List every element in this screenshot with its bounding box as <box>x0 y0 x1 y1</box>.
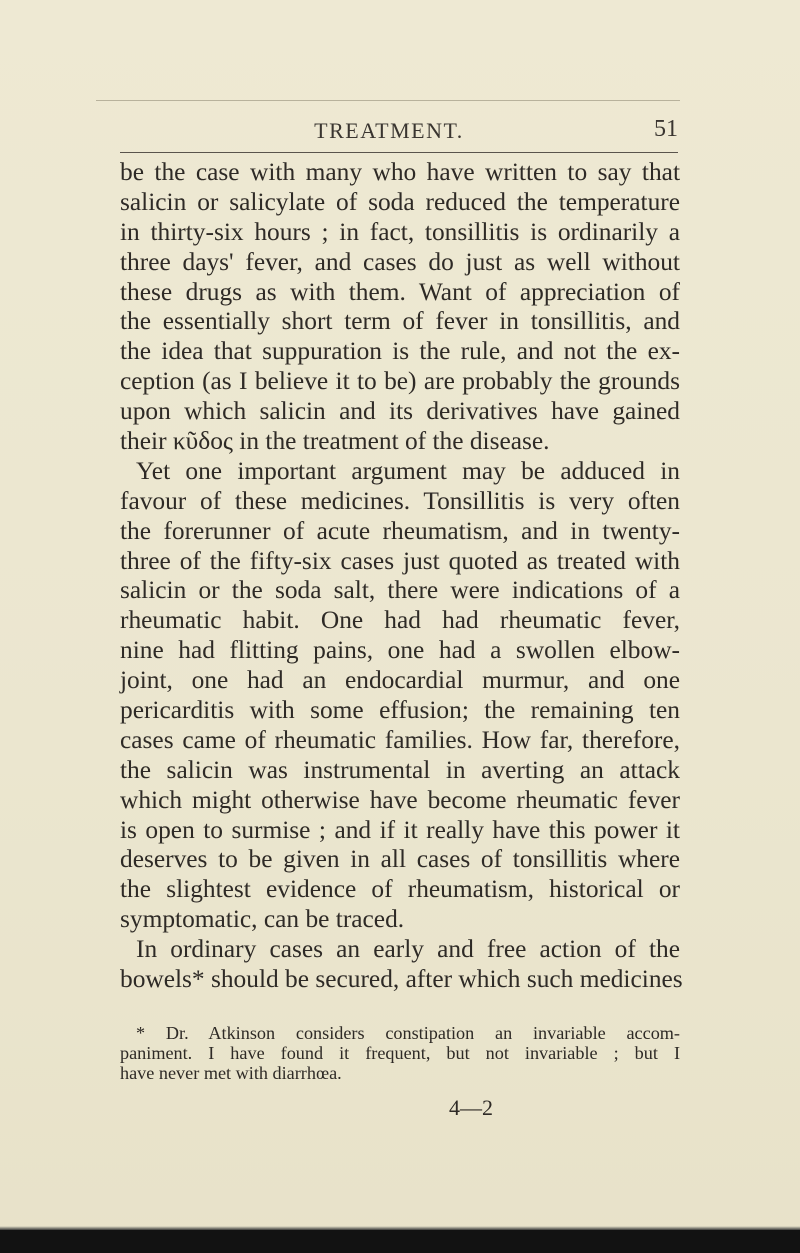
body-line: rheumatic habit. One had had rheumatic fever, <box>120 606 680 635</box>
body-line: bowels* should be secured, after which such medicines <box>120 965 683 994</box>
body-line: cases came of rheumatic families. How far, therefore, <box>120 725 680 754</box>
signature-mark: 4—2 <box>449 1095 493 1120</box>
body-line: In ordinary cases an early and free action of the <box>136 935 680 964</box>
body-line: the idea that suppuration is the rule, and not the ex- <box>120 337 680 366</box>
body-line: their κῦδος in the treatment of the disease. <box>120 427 550 456</box>
body-line: pericarditis with some effusion; the remaining ten <box>120 696 680 725</box>
body-line: symptomatic, can be traced. <box>120 905 405 934</box>
footnote-line: paniment. I have found it frequent, but not invariable ; but I <box>120 1043 680 1064</box>
body-line: which might otherwise have become rheumatic fever <box>120 785 680 814</box>
body-line: salicin or the soda salt, there were indications of a <box>120 576 680 605</box>
body-line: in thirty-six hours ; in fact, tonsillitis is ordinarily a <box>120 217 680 246</box>
page-number: 51 <box>654 116 678 142</box>
body-line: Yet one important argument may be adduced in <box>136 456 680 485</box>
body-line: the forerunner of acute rheumatism, and in twenty- <box>120 516 680 545</box>
body-line: these drugs as with them. Want of appreciation of <box>120 277 680 306</box>
page-header <box>100 118 678 148</box>
body-line: is open to surmise ; and if it really have this power it <box>120 815 680 844</box>
footnote <box>120 1023 680 1084</box>
footnote-line: * Dr. Atkinson considers constipation an invariable accom- <box>136 1023 680 1043</box>
body-line: the slightest evidence of rheumatism, historical or <box>120 875 680 904</box>
body-line: the salicin was instrumental in averting an attack <box>120 755 680 784</box>
body-line: joint, one had an endocardial murmur, and one <box>120 666 680 695</box>
body-line: deserves to be given in all cases of tonsillitis where <box>120 845 680 874</box>
body-line: ception (as I believe it to be) are probably the grounds <box>120 367 680 396</box>
body-line: upon which salicin and its derivatives have gained <box>120 397 680 426</box>
header-rule <box>120 152 678 153</box>
body-line: salicin or salicylate of soda reduced the temperature <box>120 187 680 216</box>
running-title: TREATMENT. <box>314 118 464 143</box>
footnote-line: have never met with diarrhœa. <box>120 1063 342 1084</box>
body-line: nine had flitting pains, one had a swollen elbow- <box>120 636 680 665</box>
body-line: three of the fifty-six cases just quoted as treated with <box>120 546 680 575</box>
scan-bottom-edge <box>0 1230 800 1253</box>
body-line: three days' fever, and cases do just as well without <box>120 247 680 276</box>
body-line: favour of these medicines. Tonsillitis is very often <box>120 486 680 515</box>
body-text <box>120 158 683 995</box>
body-line: the essentially short term of fever in tonsillitis, and <box>120 307 680 336</box>
body-line: be the case with many who have written to say that <box>120 158 680 186</box>
top-rule <box>96 100 680 101</box>
